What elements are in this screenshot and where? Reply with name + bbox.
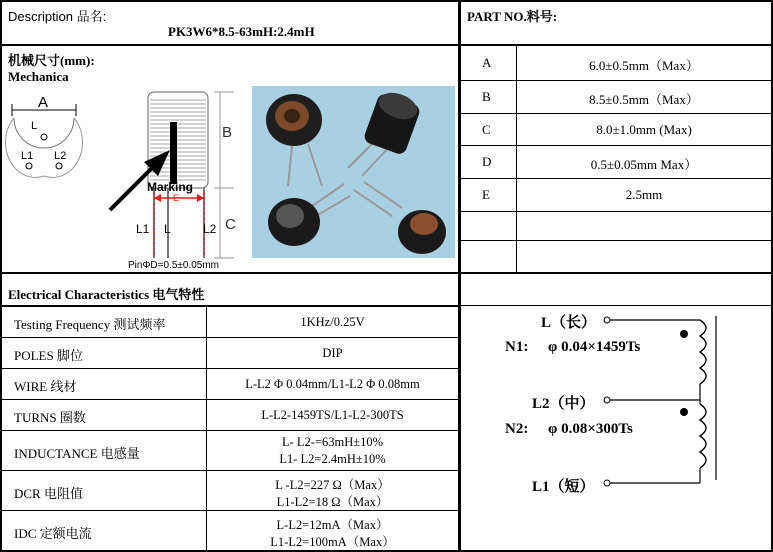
pin-diameter-note: PinΦD=0.5±0.05mm <box>128 260 220 271</box>
terminal-l-label: L（长） <box>541 315 597 331</box>
dim-b-label: B <box>222 124 233 141</box>
electrical-row-value: L1-L2=100mA（Max） <box>270 534 395 549</box>
dim-a-label: A <box>38 94 49 111</box>
dim-c-label: C <box>225 216 236 233</box>
dim-value: 2.5mm <box>625 187 663 202</box>
mechanical-label-cn: 机械尺寸(mm): <box>8 53 95 68</box>
electrical-row-value: L- L2-=63mH±10% <box>281 434 384 449</box>
dim-value: 0.5±0.05mm Max） <box>590 157 698 172</box>
part-no-label: PART NO.料号: <box>467 9 558 24</box>
n1-label: N1: <box>505 339 529 355</box>
electrical-row-value: L-L2 Φ 0.04mm/L1-L2 Φ 0.08mm <box>245 376 420 391</box>
top-view-drawing <box>4 88 104 188</box>
dim-value: 6.0±0.5mm（Max） <box>589 58 699 73</box>
description-value: PK3W6*8.5-63mH:2.4mH <box>168 24 315 39</box>
side-pin-l2: L2 <box>203 222 217 236</box>
description-label: Description 品名: <box>8 9 107 24</box>
dim-key: D <box>482 154 492 169</box>
electrical-row-label: DCR 电阻值 <box>14 485 83 501</box>
dim-value: 8.0±1.0mm (Max) <box>596 121 692 137</box>
dim-key: E <box>482 187 490 202</box>
dim-value: 8.5±0.5mm（Max） <box>589 92 699 107</box>
electrical-row-value: 1KHz/0.25V <box>300 314 365 329</box>
marking-label: Marking <box>147 180 194 194</box>
electrical-row-label: WIRE 线材 <box>14 379 77 394</box>
n2-label: N2: <box>505 421 529 437</box>
electrical-row-label: INDUCTANCE 电感量 <box>14 445 140 461</box>
electrical-row-label: TURNS 圈数 <box>14 410 86 425</box>
electrical-row-label: Testing Frequency 测试频率 <box>14 317 166 332</box>
electrical-row-value: L -L2=227 Ω（Max） <box>275 477 390 492</box>
electrical-row-value: L1-L2=18 Ω（Max） <box>276 494 389 509</box>
mechanical-label-en: Mechanica <box>8 69 69 84</box>
electrical-row-value: L-L2=12mA（Max） <box>276 517 389 532</box>
top-pin-l1: L1 <box>21 150 34 162</box>
dim-key: B <box>482 89 491 104</box>
side-pin-l: L <box>164 222 171 236</box>
electrical-row-value: DIP <box>322 345 343 360</box>
terminal-l1-label: L1（短） <box>532 479 595 495</box>
electrical-row-value: L-L2-1459TS/L1-L2-300TS <box>261 407 404 422</box>
electrical-row-value: L1- L2=2.4mH±10% <box>279 451 386 466</box>
n1-value: φ 0.04×1459Ts <box>548 339 641 355</box>
dim-e-label: E <box>173 193 180 203</box>
top-pin-l: L <box>31 120 38 132</box>
terminal-l2-label: L2（中） <box>532 396 595 412</box>
dim-key: C <box>482 121 491 137</box>
electrical-row-label: IDC 定额电流 <box>14 525 92 541</box>
electrical-title: Electrical Characteristics 电气特性 <box>8 287 205 302</box>
dim-key: A <box>482 55 492 70</box>
electrical-row-label: POLES 脚位 <box>14 348 83 363</box>
side-pin-l1: L1 <box>136 222 150 236</box>
product-photo <box>252 86 455 258</box>
side-view-drawing <box>104 80 254 272</box>
top-pin-l2: L2 <box>54 150 67 162</box>
n2-value: φ 0.08×300Ts <box>548 421 633 437</box>
